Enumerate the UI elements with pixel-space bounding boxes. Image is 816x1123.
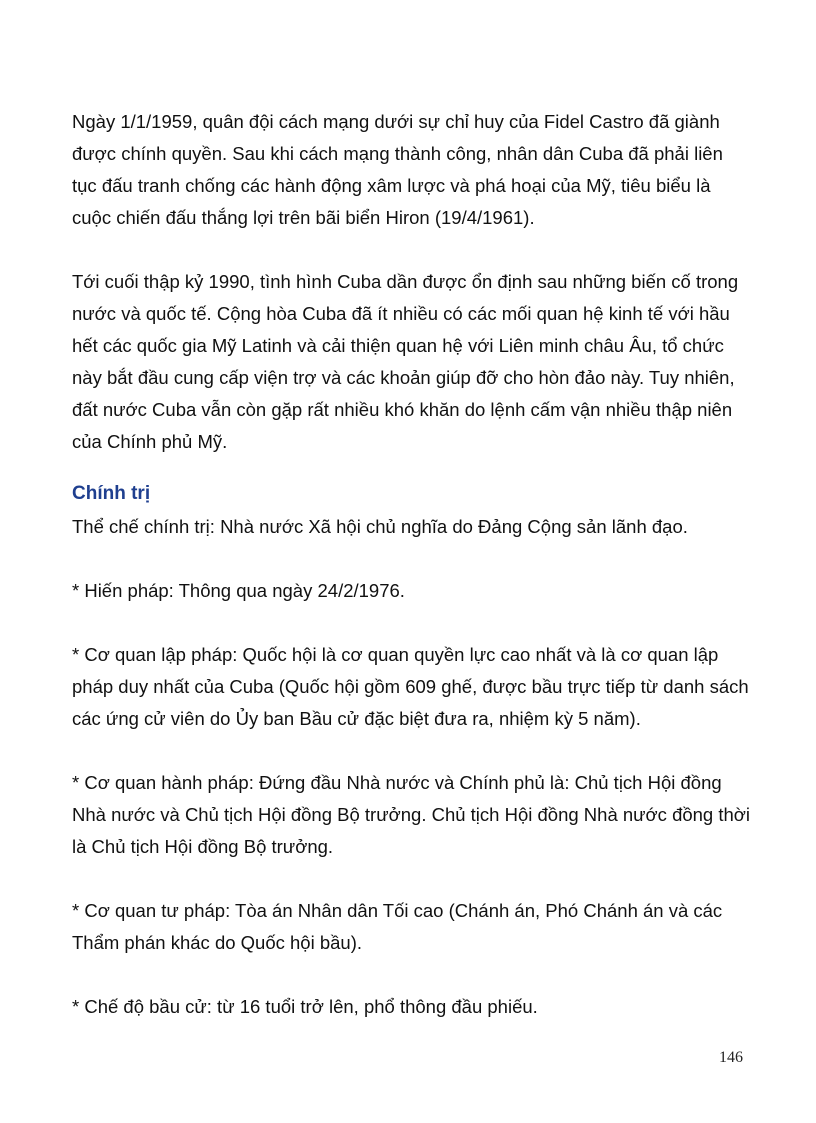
page-number: 146 — [719, 1049, 743, 1066]
paragraph-revolution: Ngày 1/1/1959, quân đội cách mạng dưới sự chỉ huy của Fidel Castro đã giành được chính quyền. Sau khi cách mạng thành công, nhân dân Cuba đã phải liên tục đấu tranh chống các hành động xâm lược và phá hoại của Mỹ, tiêu biểu là cuộc chiến đấu thắng lợi trên bãi biển Hiron (19/4/1961). — [72, 111, 723, 228]
paragraph-political-regime: Thể chế chính trị: Nhà nước Xã hội chủ nghĩa do Đảng Cộng sản lãnh đạo. — [72, 516, 688, 537]
paragraph-constitution: * Hiến pháp: Thông qua ngày 24/2/1976. — [72, 580, 405, 601]
paragraph-election: * Chế độ bầu cử: từ 16 tuổi trở lên, phổ thông đầu phiếu. — [72, 996, 538, 1017]
paragraph-judicial: * Cơ quan tư pháp: Tòa án Nhân dân Tối cao (Chánh án, Phó Chánh án và các Thẩm phán khác do Quốc hội bầu). — [72, 900, 723, 953]
section-heading-politics: Chính trị — [72, 483, 151, 504]
paragraph-executive: * Cơ quan hành pháp: Đứng đầu Nhà nước và Chính phủ là: Chủ tịch Hội đồng Nhà nước và Chủ tịch Hội đồng Bộ trưởng. Chủ tịch Hội đồng Nhà nước đồng thời là Chủ tịch Hội đồng Bộ trưởng. — [72, 772, 751, 857]
paragraph-legislative: * Cơ quan lập pháp: Quốc hội là cơ quan quyền lực cao nhất và là cơ quan lập pháp duy nhất của Cuba (Quốc hội gồm 609 ghế, được bầu trực tiếp từ danh sách các ứng cử viên do Ủy ban Bầu cử đặc biệt đưa ra, nhiệm kỳ 5 năm). — [72, 644, 749, 729]
paragraph-1990s: Tới cuối thập kỷ 1990, tình hình Cuba dần được ổn định sau những biến cố trong nước và quốc tế. Cộng hòa Cuba đã ít nhiều có các mối quan hệ kinh tế với hầu hết các quốc gia Mỹ Latinh và cải thiện quan hệ với Liên minh châu Âu, tổ chức này bắt đầu cung cấp viện trợ và các khoản giúp đỡ cho hòn đảo này. Tuy nhiên, đất nước Cuba vẫn còn gặp rất nhiều khó khăn do lệnh cấm vận nhiều thập niên của Chính phủ Mỹ. — [72, 271, 739, 452]
